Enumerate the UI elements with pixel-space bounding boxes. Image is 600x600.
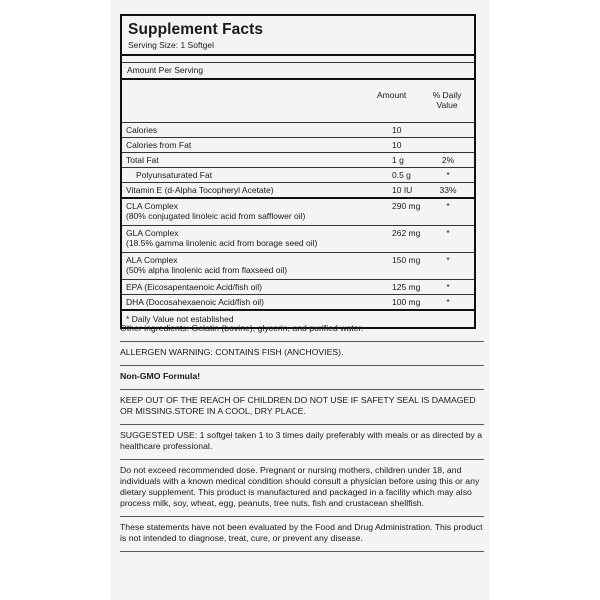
amount-per-serving: Amount Per Serving xyxy=(122,63,474,80)
nutrient-amount: 10 IU xyxy=(392,185,413,195)
nutrient-row-polyunsaturated-fat xyxy=(122,168,474,183)
nutrient-row-epa xyxy=(122,280,474,295)
daily-value-column-header: % Daily Value xyxy=(432,90,462,110)
nutrient-title: GLA Complex xyxy=(126,228,179,238)
nutrient-amount: 262 mg xyxy=(392,228,421,238)
nutrient-name: Total Fat xyxy=(126,155,159,165)
nutrient-name xyxy=(126,228,317,248)
other-ingredients: Other ingredients: Gelatin (bovine), glycerin, and purified water. xyxy=(120,318,484,342)
nutrient-name: EPA (Eicosapentaenoic Acid/fish oil) xyxy=(126,282,262,292)
column-header-row xyxy=(122,80,474,123)
nutrient-row-calories xyxy=(122,123,474,138)
supplement-facts-panel xyxy=(120,14,476,329)
facts-title: Supplement Facts xyxy=(128,21,264,38)
nutrient-dv: * xyxy=(446,297,450,307)
nutrient-name: Calories xyxy=(126,125,158,135)
nutrient-dv: * xyxy=(446,255,450,265)
nutrient-amount: 1 g xyxy=(392,155,404,165)
nutrient-dv: 2% xyxy=(441,155,455,165)
nutrient-dv: * xyxy=(446,228,450,238)
nutrient-title: ALA Complex xyxy=(126,255,178,265)
nutrient-dv: * xyxy=(446,201,450,211)
nutrient-row-total-fat xyxy=(122,153,474,168)
nutrient-amount: 125 mg xyxy=(392,282,421,292)
nutrient-dv: * xyxy=(446,170,450,180)
nutrient-amount: 10 xyxy=(392,125,402,135)
serving-size: Serving Size: 1 Softgel xyxy=(128,40,214,50)
nutrient-name: Vitamin E (d-Alpha Tocopheryl Acetate) xyxy=(126,185,274,195)
daily-value-footnote: * Daily Value not established xyxy=(126,314,234,324)
nutrient-row-gla-complex xyxy=(122,226,474,253)
facts-header xyxy=(122,16,474,56)
nutrient-subtitle: (50% alpha linolenic acid from flaxseed oil) xyxy=(126,265,288,275)
nutrient-subtitle: (80% conjugated linoleic acid from safflower oil) xyxy=(126,211,306,221)
nutrient-row-calories-from-fat xyxy=(122,138,474,153)
nutrient-amount: 290 mg xyxy=(392,201,421,211)
suggested-use: SUGGESTED USE: 1 softgel taken 1 to 3 times daily preferably with meals or as directed by a healthcare professional. xyxy=(120,425,484,460)
nutrient-row-ala-complex xyxy=(122,253,474,280)
non-gmo-statement: Non-GMO Formula! xyxy=(120,366,484,390)
amount-column-header: Amount xyxy=(377,90,407,100)
nutrient-name: Calories from Fat xyxy=(126,140,192,150)
nutrient-row-dha xyxy=(122,295,474,311)
nutrient-title: CLA Complex xyxy=(126,201,178,211)
nutrient-amount: 10 xyxy=(392,140,402,150)
nutrient-row-vitamin-e xyxy=(122,183,474,199)
nutrient-dv: 33% xyxy=(439,185,457,195)
fda-disclaimer: These statements have not been evaluated by the Food and Drug Administration. This product is not intended to diagnose, treat, cure, or prevent any disease. xyxy=(120,517,484,552)
nutrient-name: Polyunsaturated Fat xyxy=(136,170,213,180)
nutrient-name: DHA (Docosahexaenoic Acid/fish oil) xyxy=(126,297,264,307)
nutrient-name xyxy=(126,201,305,221)
spacer-bar xyxy=(122,56,474,63)
nutrient-amount: 150 mg xyxy=(392,255,421,265)
nutrient-name xyxy=(126,255,287,275)
nutrient-row-cla-complex xyxy=(122,199,474,226)
nutrient-dv: * xyxy=(446,282,450,292)
nutrient-amount: 0.5 g xyxy=(392,170,411,180)
storage-warning: KEEP OUT OF THE REACH OF CHILDREN.DO NOT USE IF SAFETY SEAL IS DAMAGED OR MISSING.STORE IN A COOL, DRY PLACE. xyxy=(120,390,484,425)
allergen-warning: ALLERGEN WARNING: CONTAINS FISH (ANCHOVIES). xyxy=(120,342,484,366)
nutrient-amount: 100 mg xyxy=(392,297,421,307)
dosage-warning: Do not exceed recommended dose. Pregnant or nursing mothers, children under 18, and individuals with a known medical condition should consult a physician before using this or any dietary supplement. This product is manufactured and packaged in a facility which may also process milk, soy, wheat, egg, peanuts, tree nuts, fish and crustacean shellfish. xyxy=(120,460,484,517)
nutrient-subtitle: (18.5% gamma linolenic acid from borage seed oil) xyxy=(126,238,318,248)
label-notes xyxy=(120,318,484,552)
